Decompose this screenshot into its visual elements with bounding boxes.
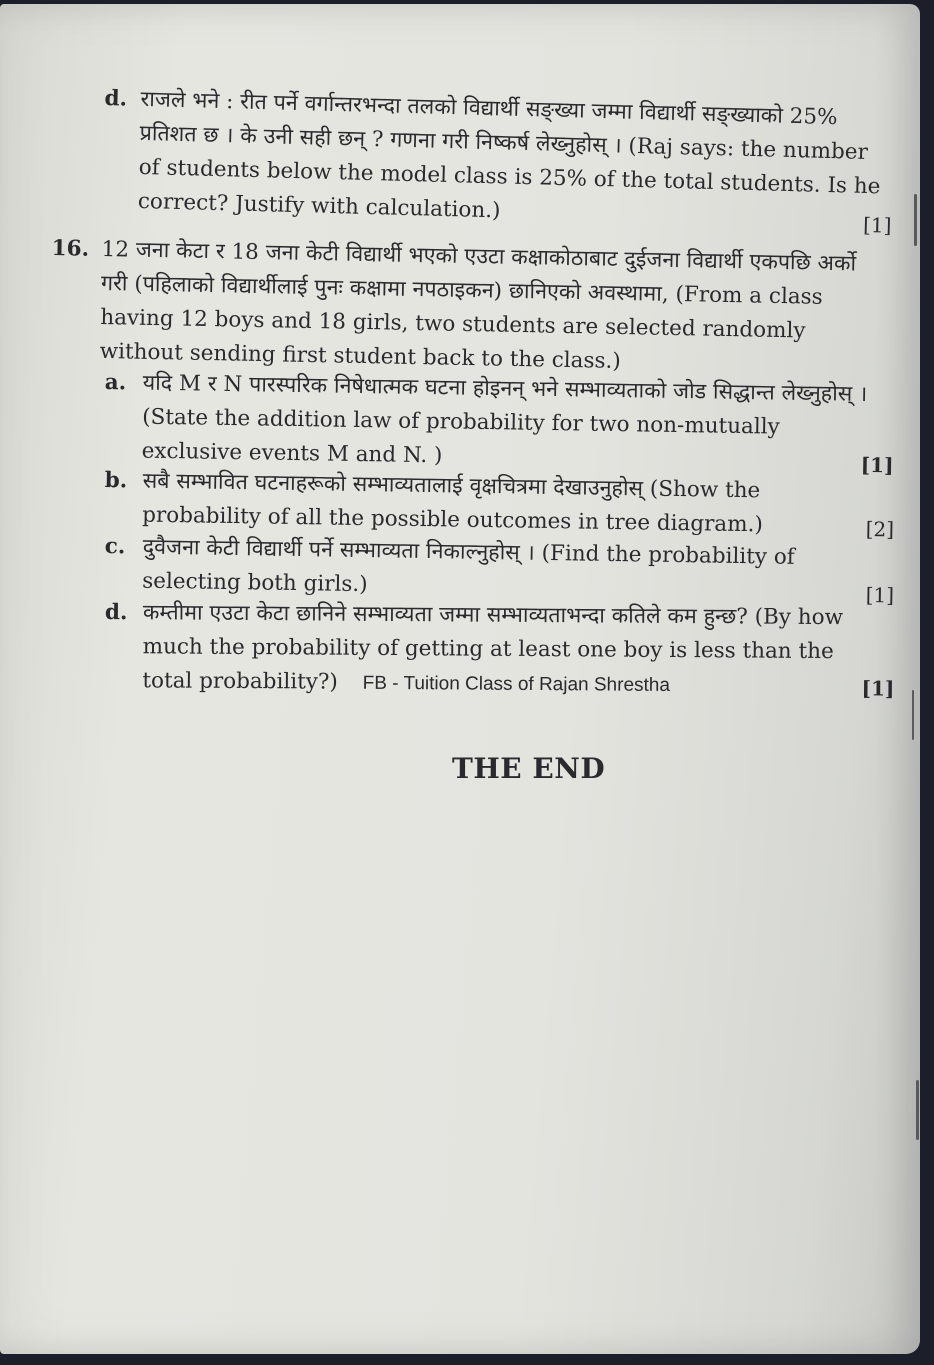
the-end-heading: THE END bbox=[452, 752, 606, 785]
question-15d-nepali: राजले भने : रीत पर्ने वर्गान्तरभन्दा तलको विद्यार्थी सङ्ख्या जम्मा विद्यार्थी सङ्ख्याको 25% प्रतिशत छ । के उनी सही छन् ? गणना गरी निष्कर्ष लेख्नुहोस् । bbox=[139, 86, 838, 159]
question-15d-marks: [1] bbox=[862, 212, 892, 238]
question-16b-english: (Show the probability of all the possible outcomes in tree diagram.) bbox=[142, 476, 764, 538]
question-16d-label: d. bbox=[104, 599, 128, 626]
question-16c-english: (Find the probability of selecting both girls.) bbox=[142, 540, 795, 598]
question-16a-english: (State the addition law of probability for two non-mutually exclusive events M and N. ) bbox=[141, 404, 780, 469]
question-16b-nepali: सबै सम्भावित घटनाहरूको सम्भाव्यतालाई वृक्षचित्रमा देखाउनुहोस् bbox=[142, 468, 644, 502]
tuition-credit: FB - Tuition Class of Rajan Shrestha bbox=[362, 672, 671, 696]
question-15d bbox=[101, 82, 892, 238]
exam-page bbox=[0, 4, 920, 1354]
question-15d-label: d. bbox=[104, 85, 128, 112]
question-16 bbox=[49, 232, 881, 384]
question-16a-label: a. bbox=[104, 369, 127, 396]
question-16c-label: c. bbox=[104, 533, 126, 560]
question-16d bbox=[104, 596, 895, 704]
question-16d-nepali: कम्तीमा एउटा केटा छानिने सम्भाव्यता जम्मा सम्भाव्यताभन्दा कतिले कम हुन्छ? bbox=[142, 600, 748, 630]
binding-mark-top bbox=[914, 194, 917, 246]
question-16a-marks: [1] bbox=[860, 452, 894, 478]
question-16c-nepali: दुवैजना केटी विद्यार्थी पर्ने सम्भाव्यता निकाल्नुहोस् । bbox=[142, 534, 535, 566]
question-16-english: (From a class having 12 boys and 18 girls, two students are selected randomly without sending first student back to the class.) bbox=[99, 281, 823, 374]
question-16-number: 16. bbox=[51, 235, 90, 262]
binding-mark-bottom bbox=[916, 1080, 919, 1140]
binding-mark-middle bbox=[912, 690, 914, 740]
question-16-nepali: 12 जना केटा र 18 जना केटी विद्यार्थी भएको एउटा कक्षाकोठाबाट दुईजना विद्यार्थी एकपछि अर्को गरी (पहिलाको विद्यार्थीलाई पुनः कक्षामा नपठाइकन) छानिएको अवस्थामा, bbox=[100, 236, 857, 307]
question-16b-label: b. bbox=[104, 467, 128, 494]
question-16a bbox=[103, 366, 894, 480]
question-15d-english: (Raj says: the number of students below the model class is 25% of the total students. Is he correct? Justify with calculation.) bbox=[137, 133, 881, 224]
question-16a-nepali: यदि M र N पारस्परिक निषेधात्मक घटना होइनन् भने सम्भाव्यताको जोड सिद्धान्त लेख्नुहोस् । bbox=[142, 370, 868, 407]
question-16d-english: (By how much the probability of getting at least one boy is less than the total probability?) bbox=[142, 604, 844, 695]
question-16b-marks: [2] bbox=[865, 516, 895, 542]
question-16d-marks: [1] bbox=[861, 676, 895, 701]
question-16c-marks: [1] bbox=[865, 582, 895, 608]
